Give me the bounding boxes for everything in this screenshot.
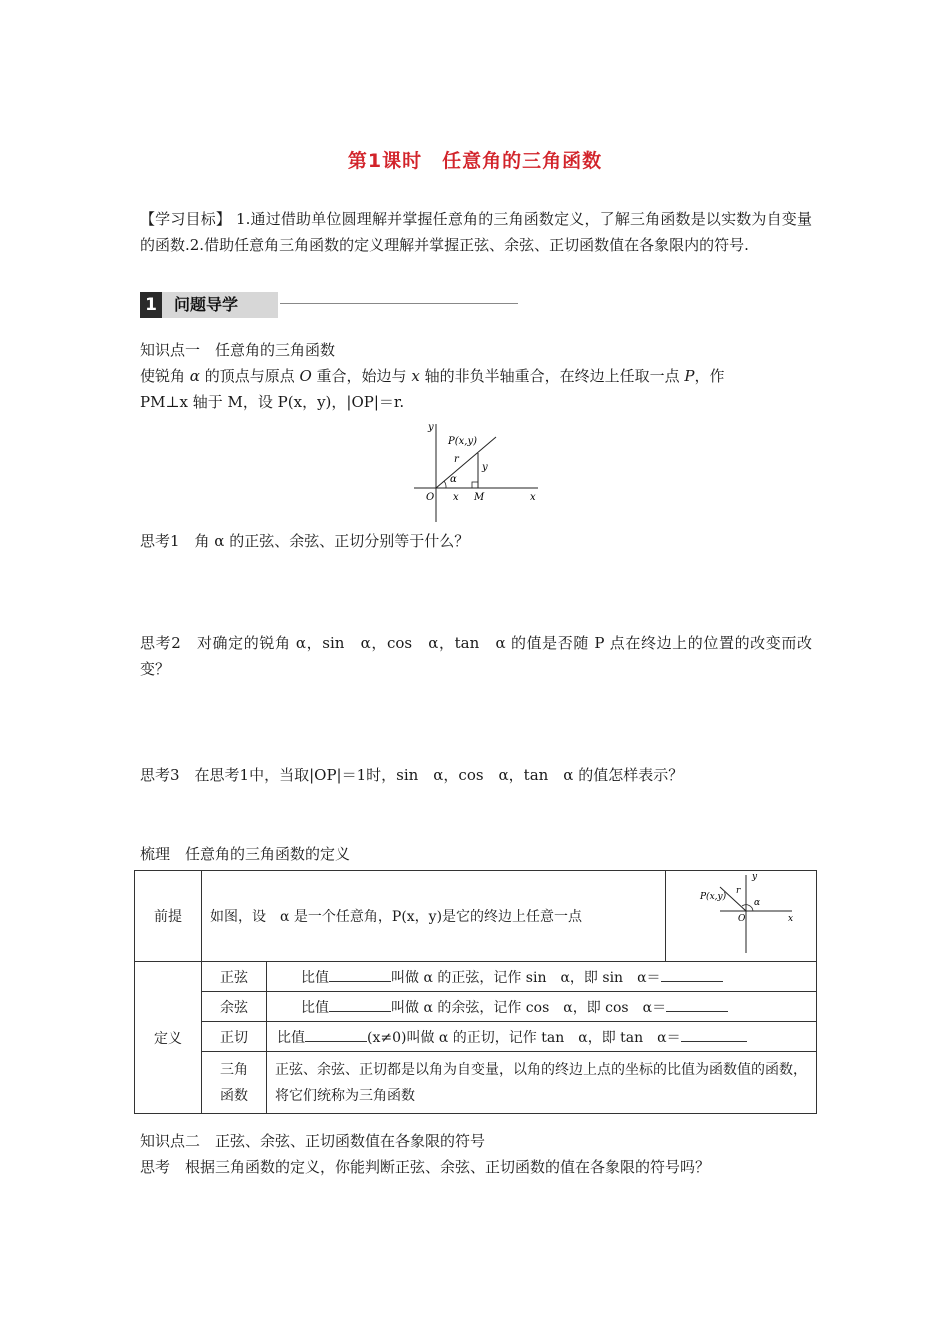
row-name: 正切 [202,1022,267,1052]
cosine-row [135,992,817,1022]
objectives-label: 【学习目标】 [140,210,232,228]
point-p-label: P(x,y) [700,892,727,902]
row-name: 余弦 [202,992,267,1022]
trig-description: 正弦、余弦、正切都是以角为自变量，以角的终边上点的坐标的比值为函数值的函数，将它们统称为三角函数 [267,1052,817,1114]
text-run: 重合，始边与 [311,367,412,385]
premise-text: 如图，设 α 是一个任意角，P(x，y)是它的终边上任意一点 [202,871,666,962]
definition-label: 定义 [135,962,202,1114]
x-axis-label: x [530,492,536,503]
y-length-label: y [482,462,488,473]
answer-blank[interactable] [329,967,391,982]
trig-function-row [135,1052,817,1114]
text-run: 比值 [277,1029,305,1046]
sine-row [135,962,817,992]
row-content [267,1022,817,1052]
r-label: r [736,886,741,896]
origin-label: O [426,492,435,503]
answer-blank[interactable] [661,967,723,982]
point-m-label: M [474,492,485,503]
row-name: 正弦 [202,962,267,992]
premise-figure-cell [666,871,817,962]
alpha-label: α [754,898,761,908]
text-run: ，作 [694,367,725,385]
premise-label: 前提 [135,871,202,962]
premise-row [135,871,817,962]
think3: 思考3 在思考1中，当取|OP|＝1时，sin α，cos α，tan α 的值怎样表示？ [140,766,684,784]
section-number: 1 [140,292,162,318]
summary-heading: 梳理 任意角的三角函数的定义 [140,845,351,863]
kp1-heading: 知识点一 任意角的三角函数 [140,341,336,359]
answer-blank[interactable] [329,997,391,1012]
figure-acute-angle [408,420,548,526]
tangent-row [135,1022,817,1052]
r-label: r [454,454,459,465]
answer-blank[interactable] [681,1027,747,1042]
text-run: P [684,367,695,385]
kp2-think: 思考 根据三角函数的定义，你能判断正弦、余弦、正切函数的值在各象限的符号吗？ [140,1158,711,1176]
row-name [202,1052,267,1114]
answer-blank[interactable] [666,997,728,1012]
row-name-line: 三角 [220,1061,248,1078]
right-angle-mark [472,482,478,488]
text-run: 叫做 α 的正弦，记作 sin α，即 sin α＝ [391,969,661,986]
objectives-text: 1.通过借助单位圆理解并掌握任意角的三角函数定义，了解三角函数是以实数为自变量的函数.2.借助任意角三角函数的定义理解并掌握正弦、余弦、正切函数值在各象限内的符号. [140,210,812,254]
point-p-label: P(x,y) [448,436,477,447]
figure-any-angle [666,871,816,957]
y-axis-label: y [428,422,434,433]
origin-label: O [738,914,746,924]
text-run: O [299,367,312,385]
section-header [140,292,520,320]
kp1-line2: PM⊥x 轴于 M，设 P(x，y)，|OP|＝r. [140,393,405,411]
think1: 思考1 角 α 的正弦、余弦、正切分别等于什么？ [140,532,470,550]
row-name-line: 函数 [220,1087,248,1104]
x-length-label: x [453,492,459,503]
text-run: 使锐角 [140,367,190,385]
text-run: x [411,367,420,385]
think2: 思考2 对确定的锐角 α，sin α，cos α，tan α 的值是否随 P 点在终边上的位置的改变而改变？ [140,634,812,678]
definition-table [134,870,817,1114]
row-content [267,992,817,1022]
row-content [267,962,817,992]
section-divider [280,303,518,304]
text-run: 轴的非负半轴重合，在终边上任取一点 [419,367,685,385]
answer-blank[interactable] [305,1027,367,1042]
section-label: 问题导学 [174,295,239,314]
text-run: α [189,367,200,385]
text-run: 比值 [301,969,329,986]
text-run: (x≠0)叫做 α 的正切，记作 tan α，即 tan α＝ [367,1029,681,1046]
text-run: 比值 [301,999,329,1016]
kp2-heading: 知识点二 正弦、余弦、正切函数值在各象限的符号 [140,1132,486,1150]
page-title: 第1课时 任意角的三角函数 [347,150,603,172]
angle-arc [444,481,446,488]
alpha-label: α [450,474,457,485]
learning-objectives [140,206,812,258]
text-run: 的顶点与原点 [199,367,300,385]
kp1-line1 [140,363,812,389]
text-run: 叫做 α 的余弦，记作 cos α，即 cos α＝ [391,999,667,1016]
y-axis-label: y [752,872,758,882]
angle-arc [742,905,753,911]
x-axis-label: x [788,914,794,924]
